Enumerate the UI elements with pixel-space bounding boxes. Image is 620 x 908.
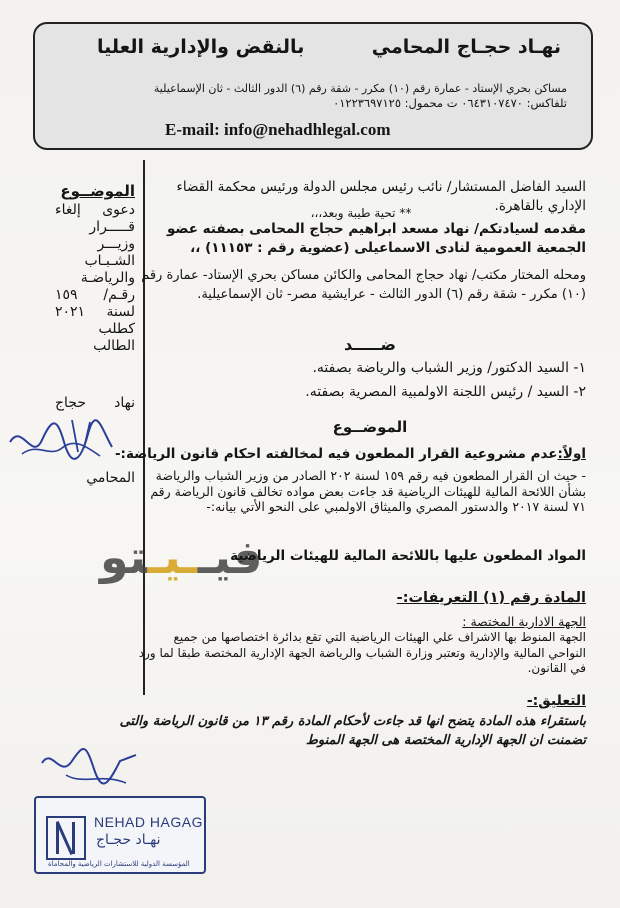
sidebar-line: دعوى إلغاء <box>55 202 135 218</box>
greeting: ** تحية طيبة وبعد،،، <box>310 206 412 220</box>
lawyer-name: نهـاد حجـاج المحامي <box>371 36 561 58</box>
article-1-heading: المادة رقم (١) التعريفات:- <box>396 590 586 606</box>
addressee: السيد الفاضل المستشار/ نائب رئيس مجلس الدولة ورئيس محكمة القضاء الإداري بالقاهرة. <box>176 179 586 214</box>
stamp-subtitle: المؤسسة الدولية للاستشارات الرياضية والمحاماة <box>48 860 190 868</box>
paragraph-1: - حيث ان القرار المطعون فيه رقم ١٥٩ لسنة ٢٠٢ الصادر من وزير الشباب والرياضة بشأن اللائحة المالية للهيئات الرياضية قد جاءت بعض مواده تخالف قانون الرياضة رقم ٧١ لسنة ٢٠١٧ والدستور المصري والميثاق الاولمبي على النحو الأتي بيانه:- <box>150 468 586 514</box>
signatory-name: نهاد حجاج <box>55 395 135 411</box>
defendant-1: ١- السيد الدكتور/ وزير الشباب والرياضة بصفته. <box>312 360 586 376</box>
first-ground <box>115 446 586 462</box>
nh-logo-icon <box>46 816 86 860</box>
applicant: مقدمه لسيادتكم/ نهاد مسعد ابراهيم حجاج المحامى بصفته عضو الجمعية العمومية لنادى الاسماعيلى (عضوية رقم : ١١١٥٣) ،، <box>166 221 586 256</box>
paragraph-2: الجهة المنوط بها الاشراف علي الهيئات الرياضية التي تقع بدائرة اختصاصها من جميع النواحي المالية والإدارية وتعتبر وزارة الشباب والرياضة الجهة الإدارية المختصة طبقا لما ورد في القانون. <box>138 630 586 675</box>
first-ground-text: عدم مشروعية القرار المطعون فيه لمخالفته احكام قانون الرياضة:- <box>114 446 558 462</box>
office-phones: تلفاكس: ٠٦٤٣١٠٧٤٧٠ ت محمول: ٠١٢٢٣٦٩٧١٢٥ <box>333 96 567 110</box>
contested-articles-heading: المواد المطعون عليها باللائحة المالية للهيئات الرياضية <box>230 548 586 564</box>
defendant-2: ٢- السيد / رئيس اللجنة الاولمبية المصرية بصفته. <box>305 384 586 400</box>
competent-authority-heading: الجهة الادارية المختصة : <box>462 614 586 629</box>
paragraph-3: باستقراء هذه المادة يتضح انها قد جاءت لأحكام المادة رقم ١٣ من قانون الرياضة والتى تضمنت ان الجهة الإدارية المختصة هى الجهة المنوط <box>119 714 586 748</box>
sidebar-line: لسنة ٢٠٢١ <box>55 304 135 320</box>
first-ground-label: اولاً: <box>557 446 586 462</box>
handwritten-signature <box>2 412 122 472</box>
stamp-name-ar: نهـاد حجـاج <box>96 832 161 848</box>
handwritten-initials <box>36 735 146 795</box>
letterhead <box>33 22 593 150</box>
watermark-logo: فيــيـتو <box>100 530 263 584</box>
domicile: ومحله المختار مكتب/ نهاد حجاج المحامى والكائن مساكن بحري الإستاد- عمارة رقم (١٠) مكرر - شقة رقم (٦) الدور الثالث - عرايشية مصر- ثان الإسماعيلية. <box>141 268 586 302</box>
commentary-heading: التعليق:- <box>526 693 586 709</box>
against-heading: ضـــــد <box>343 335 397 354</box>
lawyer-specialty: بالنقض والإدارية العليا <box>97 36 305 58</box>
sidebar-line: كطلب الطالب <box>93 321 135 354</box>
sidebar-line: وزيـــر <box>97 236 135 252</box>
sidebar-subject <box>55 202 135 355</box>
office-stamp <box>34 796 206 874</box>
stamp-name-en: NEHAD HAGAG <box>94 814 203 830</box>
subject-heading: الموضــوع <box>332 418 408 436</box>
sidebar-line: قـــــرار <box>89 219 135 235</box>
office-address: مساكن بحري الإستاد - عمارة رقم (١٠) مكرر - شقة رقم (٦) الدور الثالث - ثان الإسماعيلية <box>153 82 567 95</box>
sidebar-title: الموضــوع <box>60 182 135 200</box>
office-email: E-mail: info@nehadhlegal.com <box>165 120 391 139</box>
sidebar-line: والرياضـة <box>80 270 135 286</box>
sidebar-line: رقـم/ ١٥٩ <box>55 287 135 303</box>
sidebar-line: الشـبـاب <box>84 253 135 269</box>
signatory-title: المحامي <box>86 470 135 486</box>
